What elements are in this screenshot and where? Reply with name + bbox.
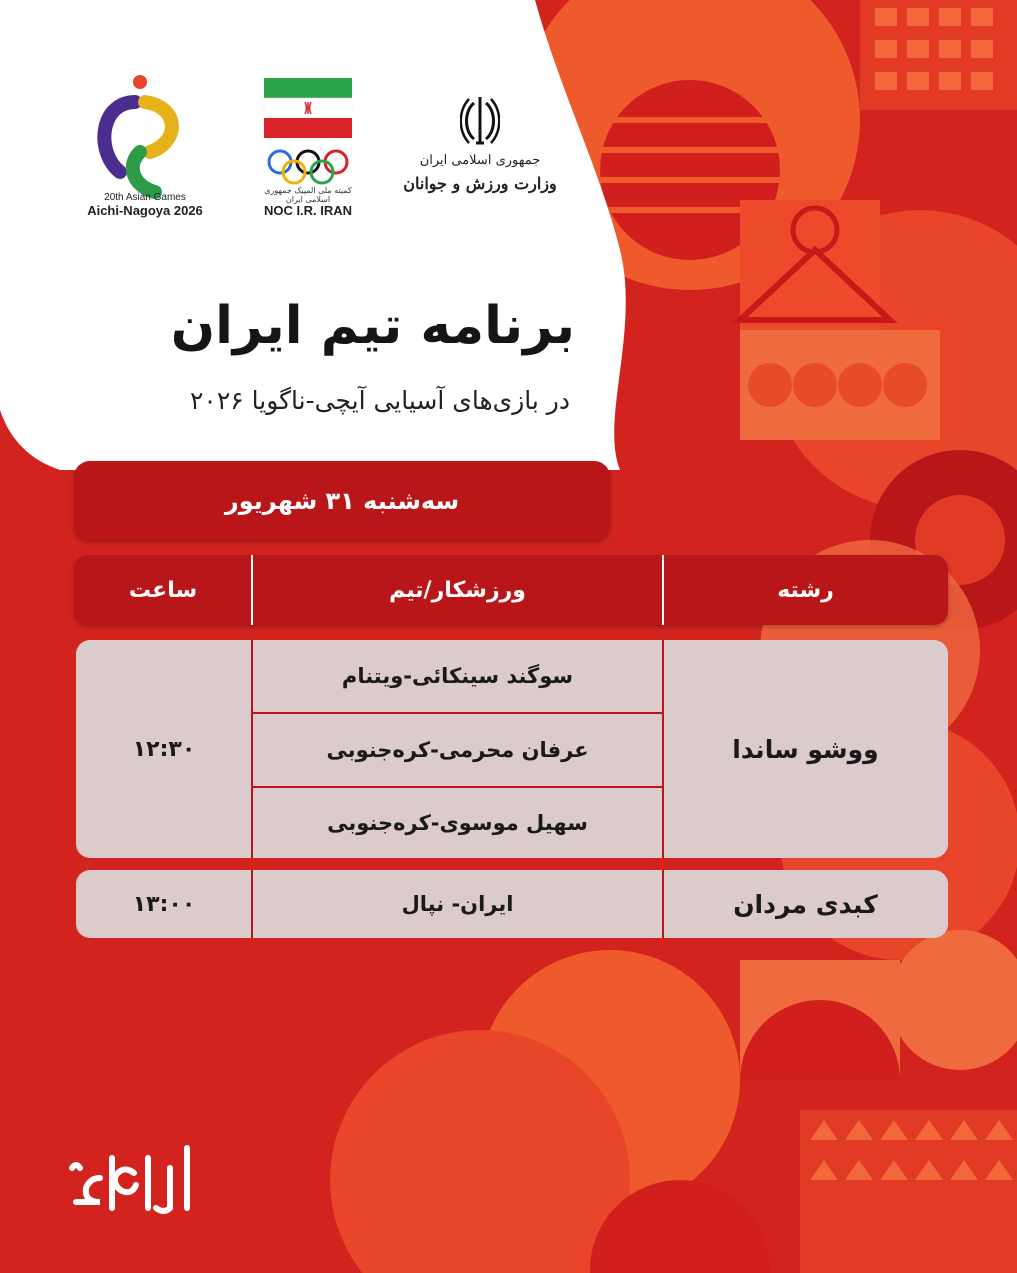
header-time: ساعت: [128, 577, 198, 603]
header-divider: [662, 555, 664, 625]
row1-time: ۱۲:۳۰: [132, 736, 196, 762]
noc-persian-caption: کمیته ملی المپیک جمهوری اسلامی ایران: [264, 186, 352, 204]
ministry-line1: جمهوری اسلامی ایران: [419, 153, 541, 168]
row2-athlete: ایران- نپال: [401, 892, 514, 916]
header-athlete: ورزشکار/تیم: [389, 577, 526, 603]
page-title: برنامه تیم ایران: [170, 296, 575, 356]
table-row: [76, 870, 948, 938]
header-discipline: رشته: [777, 577, 834, 603]
row1-athlete-1: سوگند سینکائی-ویتنام: [341, 664, 574, 688]
iran-emblem-icon: [460, 95, 500, 147]
asian-games-line1: 20th Asian Games: [104, 192, 186, 203]
table-header: [74, 555, 948, 625]
table-row: [76, 640, 948, 858]
page-subtitle: در بازی‌های آسیایی آیچی-ناگویا ۲۰۲۶: [189, 386, 570, 415]
noc-caption: NOC I.R. IRAN: [263, 203, 353, 218]
date-banner: سه‌شنبه ۳۱ شهریور: [74, 461, 610, 541]
row-divider: [251, 640, 253, 858]
row-divider: [251, 870, 253, 938]
ministry-logo: [395, 95, 565, 220]
ministry-line2: وزارت ورزش و جوانان: [403, 174, 557, 193]
header-divider: [251, 555, 253, 625]
row1-athlete-2: عرفان محرمی-کره‌جنوبی: [326, 738, 589, 762]
row-divider: [662, 870, 664, 938]
asian-games-line2: Aichi-Nagoya 2026: [87, 203, 203, 218]
row2-discipline: کبدی مردان: [733, 889, 878, 919]
row2-time: ۱۳:۰۰: [132, 891, 196, 917]
row-separator: [252, 786, 662, 788]
row-separator: [252, 712, 662, 714]
row1-discipline: ووشو ساندا: [732, 734, 879, 764]
iran-ghahreman-watermark-logo: [62, 1138, 202, 1228]
asian-games-caption: [70, 192, 220, 218]
row1-athlete-3: سهیل موسوی-کره‌جنوبی: [327, 811, 588, 835]
row-divider: [662, 640, 664, 858]
